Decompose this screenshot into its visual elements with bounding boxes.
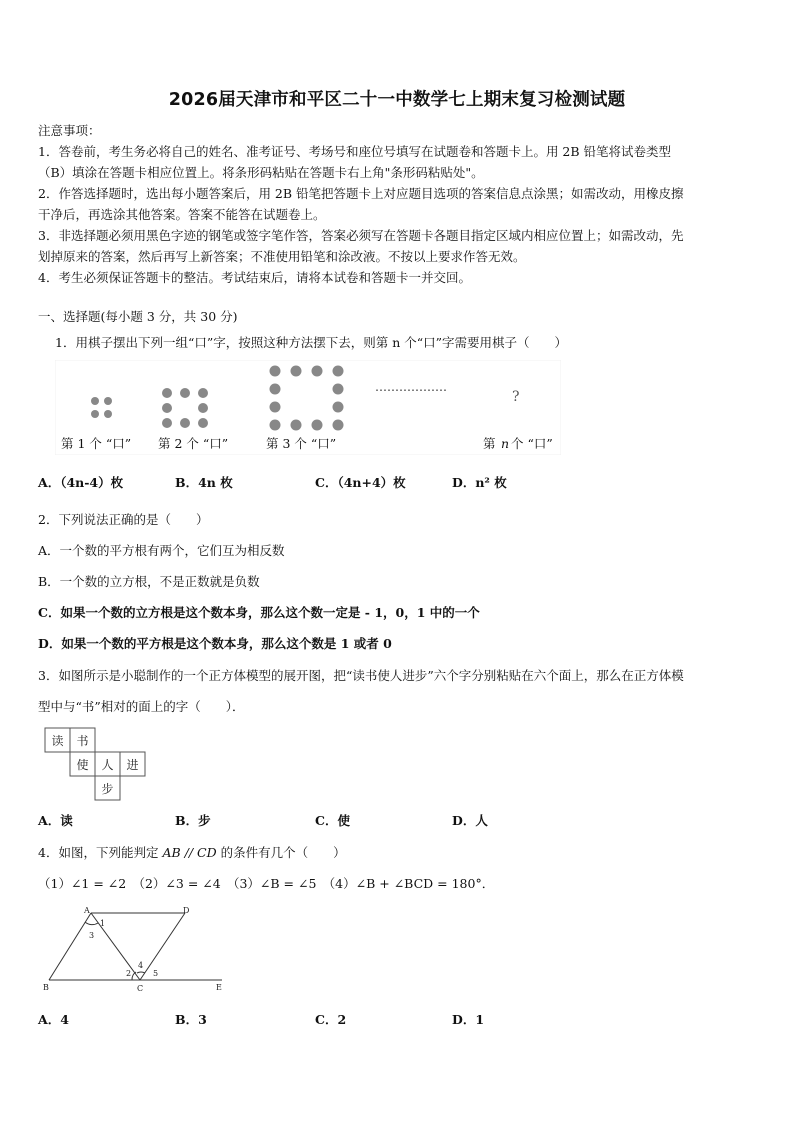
point-e-label: E — [216, 983, 222, 992]
q4-stem-pre: 4．如图，下列能判定 — [38, 845, 163, 860]
q1-label-1: 第 1 个 “口” — [61, 436, 132, 451]
point-b-label: B — [43, 983, 49, 992]
q4-conditions: （1）∠1 = ∠2 （2）∠3 = ∠4 （3）∠B = ∠5 （4）∠B + ∠BCD = 180°． — [38, 876, 495, 891]
net-face-shu: 书 — [76, 734, 89, 748]
q2-option-c: C．如果一个数的立方根是这个数本身，那么这个数一定是 - 1，0，1 中的一个 — [38, 605, 480, 620]
net-face-bu: 步 — [101, 782, 114, 796]
angle-3-label: 3 — [89, 931, 95, 940]
q3-option-b: B．步 — [175, 813, 211, 828]
angle-2-label: 2 — [126, 969, 132, 978]
q1-option-b: B．4n 枚 — [175, 475, 233, 490]
q1-option-d: D．n² 枚 — [452, 475, 507, 490]
q4-option-b: B．3 — [175, 1012, 207, 1027]
point-d-label: D — [183, 906, 190, 915]
q2-stem: 2．下列说法正确的是（ ） — [38, 512, 209, 527]
angle-1-label: 1 — [100, 919, 106, 928]
section-heading: 一、选择题(每小题 3 分，共 30 分) — [38, 309, 238, 324]
q4-stem-post: 的条件有几个（ ） — [216, 845, 346, 860]
q1-label-n-suffix: 个 “口” — [511, 436, 553, 451]
net-face-shi: 使 — [76, 758, 89, 772]
net-face-du: 读 — [51, 734, 64, 748]
notice-line-1: 1．答卷前，考生务必将自己的姓名、准考证号、考场号和座位号填写在试题卷和答题卡上。用 2B 铅笔将试卷类型 — [38, 144, 672, 159]
q4-option-d: D．1 — [452, 1012, 485, 1027]
q4-option-c: C．2 — [315, 1012, 347, 1027]
q1-label-3: 第 3 个 “口” — [266, 436, 337, 451]
q3-stem-line2: 型中与“书”相对的面上的字（ ）． — [38, 699, 245, 714]
q1-ellipsis: ……………… — [375, 380, 447, 394]
q2-option-a: A．一个数的平方根有两个，它们互为相反数 — [38, 543, 285, 558]
q3-cube-net — [44, 727, 148, 803]
notice-line-3: 2．作答选择题时，选出每小题答案后，用 2B 铅笔把答题卡上对应题目选项的答案信息点涂黑；如需改动，用橡皮擦 — [38, 186, 684, 201]
q1-label-n: n — [501, 436, 510, 451]
angle-4-label: 4 — [138, 961, 144, 970]
notice-line-7: 4．考生必须保证答题卡的整洁。考试结束后，请将本试卷和答题卡一并交回。 — [38, 270, 471, 285]
q3-option-a: A．读 — [38, 813, 73, 828]
q4-option-a: A．4 — [38, 1012, 69, 1027]
notice-line-6: 划掉原来的答案，然后再写上新答案；不准使用铅笔和涂改液。不按以上要求作答无效。 — [38, 249, 526, 264]
q1-label-2: 第 2 个 “口” — [158, 436, 229, 451]
q1-stem: 1．用棋子摆出下列一组“口”字，按照这种方法摆下去，则第 n 个“口”字需要用棋子（ ） — [55, 335, 568, 350]
q1-option-c: C．（4n+4）枚 — [315, 475, 406, 490]
q1-option-a: A．（4n-4）枚 — [38, 475, 124, 490]
notice-line-4: 干净后，再选涂其他答案。答案不能答在试题卷上。 — [38, 207, 326, 222]
q2-option-d: D．如果一个数的平方根是这个数本身，那么这个数是 1 或者 0 — [38, 636, 392, 651]
page-title: 2026届天津市和平区二十一中数学七上期末复习检测试题 — [168, 90, 626, 110]
q4-stem — [38, 843, 346, 861]
net-face-jin: 进 — [126, 758, 139, 772]
q4-figure — [40, 904, 230, 994]
q3-stem-line1: 3．如图所示是小聪制作的一个正方体模型的展开图，把“读书使人进步”六个字分别粘贴在六个面上，那么在正方体模 — [38, 668, 684, 683]
net-face-ren: 人 — [101, 758, 114, 772]
notice-line-2: （B）填涂在答题卡相应位置上。将条形码粘贴在答题卡右上角"条形码粘贴处"。 — [38, 165, 484, 180]
q3-option-d: D．人 — [452, 813, 488, 828]
q1-question-mark: ? — [512, 389, 520, 405]
point-c-label: C — [137, 984, 144, 993]
q1-label-n-prefix: 第 — [483, 436, 496, 451]
q2-option-b: B．一个数的立方根，不是正数就是负数 — [38, 574, 260, 589]
q4-stem-math: AB // CD — [162, 845, 217, 860]
q3-option-c: C．使 — [315, 813, 350, 828]
notice-heading: 注意事项： — [38, 123, 101, 138]
q1-figure — [55, 360, 561, 455]
angle-5-label: 5 — [153, 969, 159, 978]
notice-line-5: 3．非选择题必须用黑色字迹的钢笔或签字笔作答，答案必须写在答题卡各题目指定区域内相应位置上；如需改动，先 — [38, 228, 684, 243]
point-a-label: A — [84, 906, 90, 915]
